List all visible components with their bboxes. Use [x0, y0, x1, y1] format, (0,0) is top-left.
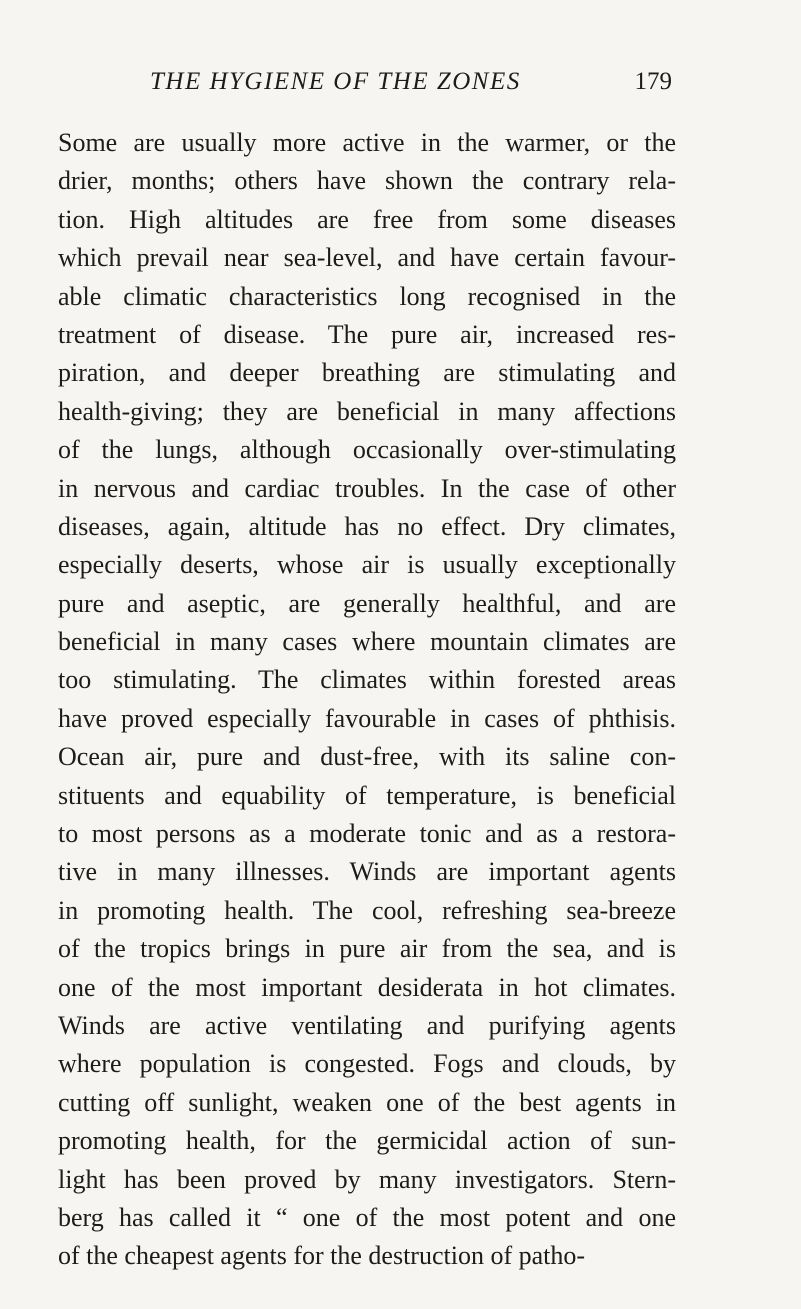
text-line: of the tropics brings in pure air from the sea, and is: [58, 934, 676, 964]
running-title: THE HYGIENE OF THE ZONES: [150, 68, 521, 95]
text-line: tion. High altitudes are free from some diseases: [58, 204, 676, 234]
running-head: [142, 60, 672, 100]
text-line: able climatic characteristics long recognised in the: [58, 281, 676, 311]
text-line: have proved especially favourable in cases of phthisis.: [58, 703, 676, 733]
text-line: which prevail near sea-level, and have certain favour-: [58, 243, 676, 273]
page-number: 179: [634, 68, 672, 95]
text-line: in nervous and cardiac troubles. In the case of other: [58, 473, 676, 503]
text-line: to most persons as a moderate tonic and as a restora-: [58, 819, 676, 849]
text-line: Some are usually more active in the warmer, or the: [58, 128, 676, 157]
text-line: drier, months; others have shown the contrary rela-: [58, 166, 676, 196]
text-line: beneficial in many cases where mountain climates are: [58, 627, 676, 657]
text-line: pure and aseptic, are generally healthful, and are: [58, 588, 676, 618]
text-line: piration, and deeper breathing are stimulating and: [58, 358, 676, 388]
text-line: of the cheapest agents for the destruction of patho-: [58, 1241, 586, 1271]
text-line: especially deserts, whose air is usually exceptionally: [58, 550, 676, 580]
body-text: [58, 124, 676, 1276]
text-line: diseases, again, altitude has no effect. Dry climates,: [58, 511, 676, 541]
text-line: too stimulating. The climates within forested areas: [58, 665, 676, 695]
text-line: of the lungs, although occasionally over-stimulating: [58, 435, 676, 465]
text-line: promoting health, for the germicidal action of sun-: [58, 1126, 676, 1156]
text-line: health-giving; they are beneficial in many affections: [58, 396, 676, 426]
text-line: where population is congested. Fogs and clouds, by: [58, 1049, 676, 1079]
text-line: berg has called it “ one of the most potent and one: [58, 1202, 676, 1232]
text-line: one of the most important desiderata in hot climates.: [58, 972, 676, 1002]
text-line: Winds are active ventilating and purifying agents: [58, 1010, 676, 1040]
text-line: tive in many illnesses. Winds are important agents: [58, 857, 676, 887]
text-line: light has been proved by many investigators. Stern-: [58, 1164, 676, 1194]
text-line: in promoting health. The cool, refreshing sea-breeze: [58, 895, 676, 925]
text-line: stituents and equability of temperature, is beneficial: [58, 780, 676, 810]
text-line: treatment of disease. The pure air, increased res-: [58, 319, 676, 349]
text-line: Ocean air, pure and dust-free, with its saline con-: [58, 742, 676, 772]
text-line: cutting off sunlight, weaken one of the best agents in: [58, 1087, 676, 1117]
